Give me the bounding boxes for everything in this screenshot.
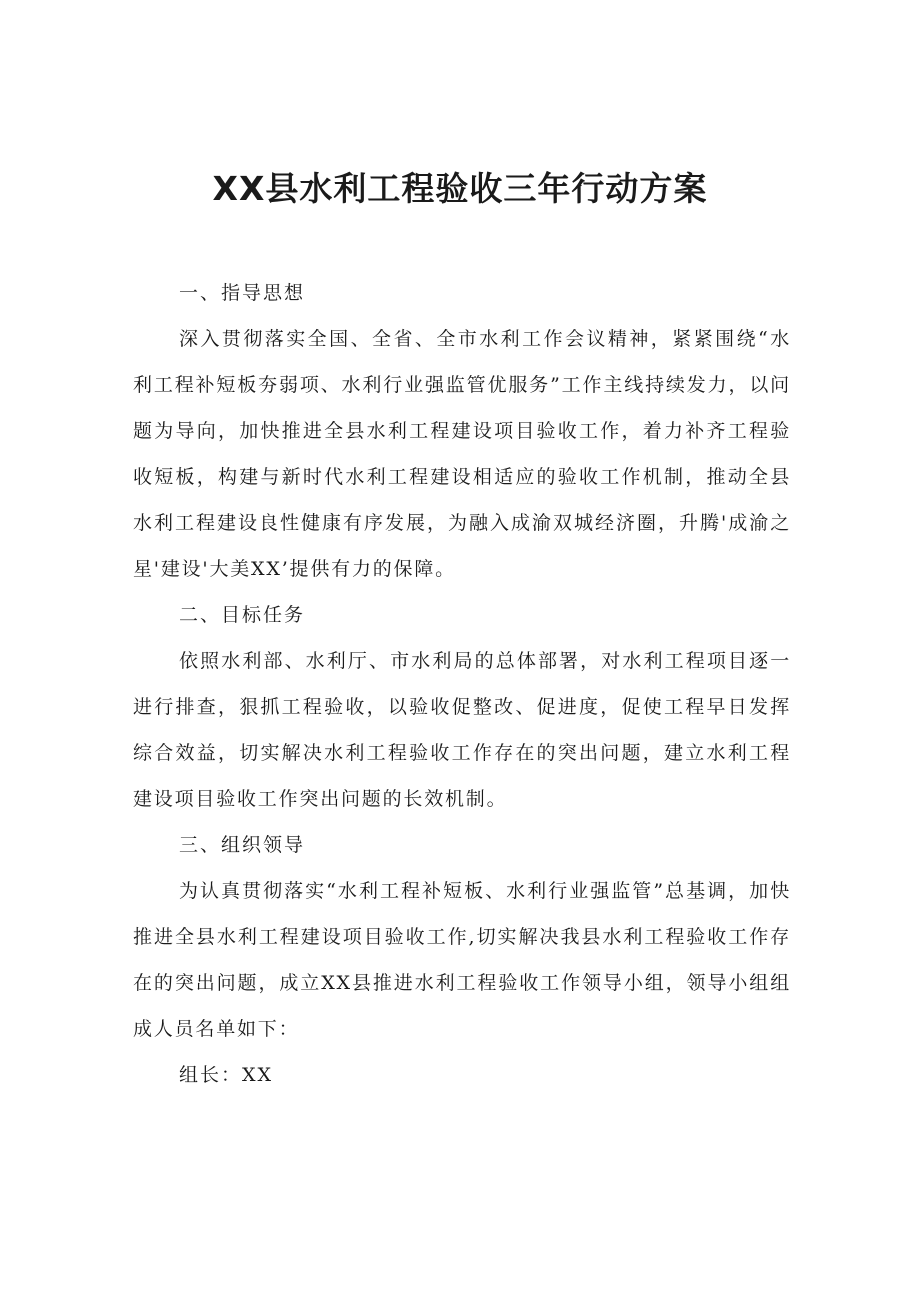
section-paragraph-leadership: 为认真贯彻落实“水利工程补短板、水利行业强监管”总基调，加快推进全县水利工程建设项目验收工作,切实解决我县水利工程验收工作存在的突出问题，成立XX县推进水利工程验收工作领导小组，领导小组组成人员名单如下： [133, 880, 791, 1040]
section-paragraph-goals: 依照水利部、水利厅、市水利局的总体部署，对水利工程项目逐一进行排查，狠抓工程验收，以验收促整改、促进度，促使工程早日发挥综合效益，切实解决水利工程验收工作存在的突出问题，建立水利工程建设项目验收工作突出问题的长效机制。 [133, 650, 791, 810]
section-heading-leadership: 三、组织领导 [179, 834, 306, 856]
document-title: XX县水利工程验收三年行动方案 [212, 169, 708, 208]
section-heading-guiding-thought: 一、指导思想 [179, 282, 306, 304]
section-heading-goals: 二、目标任务 [179, 604, 306, 626]
section-paragraph-guiding-thought: 深入贯彻落实全国、全省、全市水利工作会议精神，紧紧围绕“水利工程补短板夯弱项、水利行业强监管优服务”工作主线持续发力，以问题为导向，加快推进全县水利工程建设项目验收工作，着力补齐工程验收短板，构建与新时代水利工程建设相适应的验收工作机制，推动全县水利工程建设良性健康有序发展，为融入成渝双城经济圈，升腾'成渝之星'建设'大美XX’提供有力的保障。 [133, 328, 791, 580]
document-body [133, 270, 791, 1098]
leader-line: 组长：XX [179, 1064, 274, 1086]
